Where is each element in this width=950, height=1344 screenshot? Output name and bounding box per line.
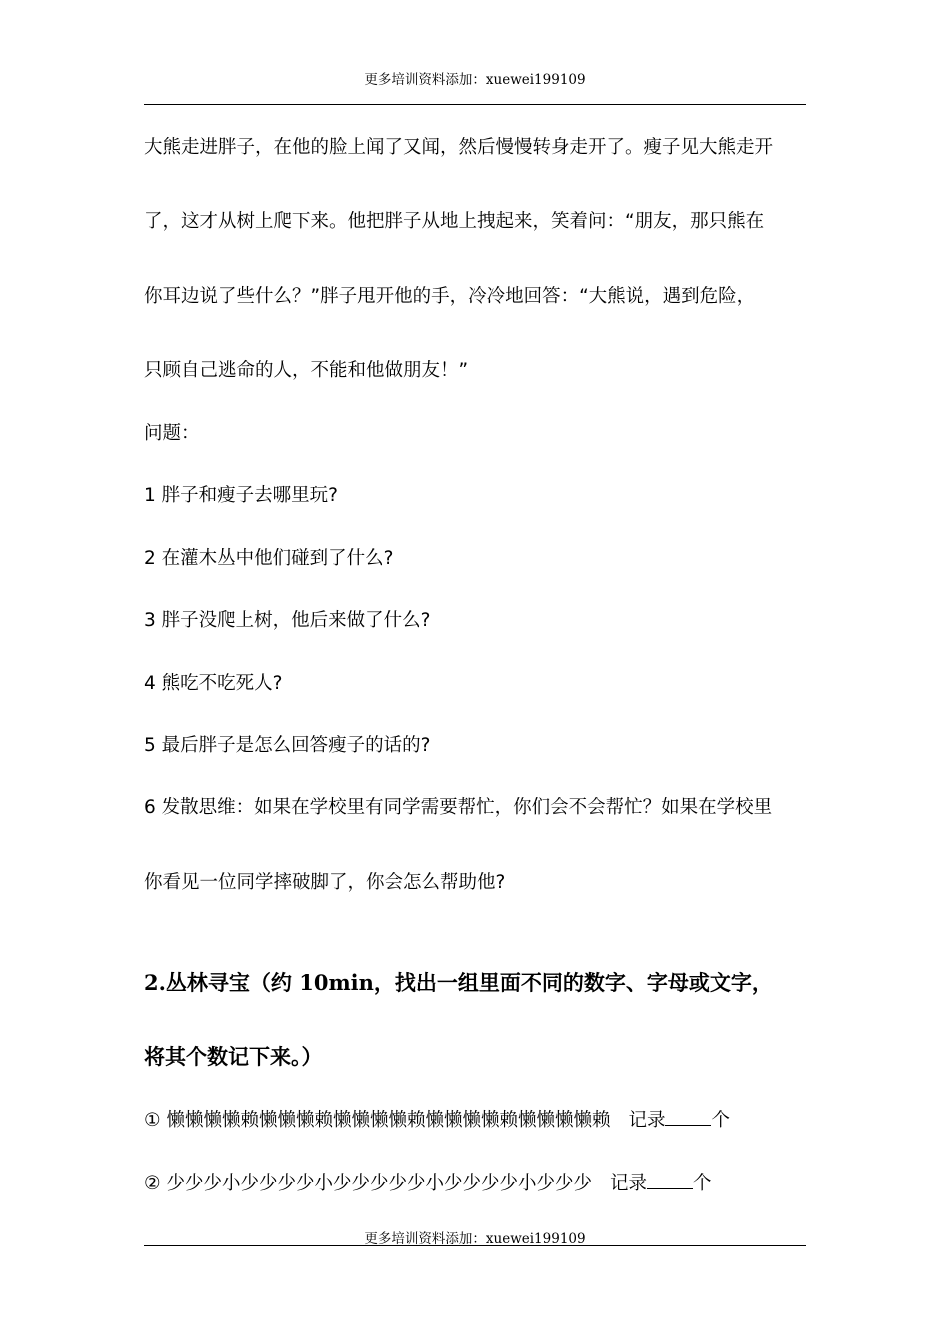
section-heading-continued: 将其个数记下来。） xyxy=(144,1044,323,1069)
question-item: 1 胖子和瘦子去哪里玩? xyxy=(144,485,338,506)
footer-divider xyxy=(144,1245,806,1246)
exercise-row xyxy=(144,1175,712,1194)
story-line: 了，这才从树上爬下来。他把胖子从地上拽起来，笑着问：“朋友，那只熊在 xyxy=(144,211,765,232)
question-item: 你看见一位同学摔破脚了，你会怎么帮助他? xyxy=(144,872,506,893)
question-item: 2 在灌木丛中他们碰到了什么? xyxy=(144,548,394,569)
unit-label: 个 xyxy=(692,1173,712,1194)
questions-title: 问题： xyxy=(144,423,200,444)
record-label: 记录 xyxy=(628,1110,666,1131)
question-item: 5 最后胖子是怎么回答瘦子的话的? xyxy=(144,735,431,756)
exercise-row xyxy=(144,1112,730,1131)
unit-label: 个 xyxy=(711,1110,730,1131)
question-item: 3 胖子没爬上树，他后来做了什么? xyxy=(144,610,431,631)
page-header: 更多培训资料添加：xuewei199109 xyxy=(364,72,586,88)
answer-blank[interactable] xyxy=(647,1187,693,1189)
page-footer: 更多培训资料添加：xuewei199109 xyxy=(364,1231,586,1247)
exercise-sequence: ② 少少少小少少少少小少少少少少小少少少少小少少少 xyxy=(144,1173,592,1194)
question-item: 4 熊吃不吃死人? xyxy=(144,673,283,694)
section-heading: 2.丛林寻宝（约 10min，找出一组里面不同的数字、字母或文字， xyxy=(144,970,773,995)
answer-blank[interactable] xyxy=(665,1124,711,1126)
exercise-sequence: ① 懒懒懒懒赖懒懒懒赖懒懒懒懒赖懒懒懒懒赖懒懒懒懒赖 xyxy=(144,1110,611,1131)
record-label: 记录 xyxy=(609,1173,647,1194)
story-line: 你耳边说了些什么？”胖子甩开他的手，冷冷地回答：“大熊说，遇到危险， xyxy=(144,286,756,307)
story-line: 只顾自己逃命的人，不能和他做朋友！” xyxy=(144,360,469,381)
story-line: 大熊走进胖子，在他的脸上闻了又闻，然后慢慢转身走开了。瘦子见大熊走开 xyxy=(144,137,774,158)
header-divider xyxy=(144,104,806,105)
question-item: 6 发散思维：如果在学校里有同学需要帮忙，你们会不会帮忙？如果在学校里 xyxy=(144,797,773,818)
